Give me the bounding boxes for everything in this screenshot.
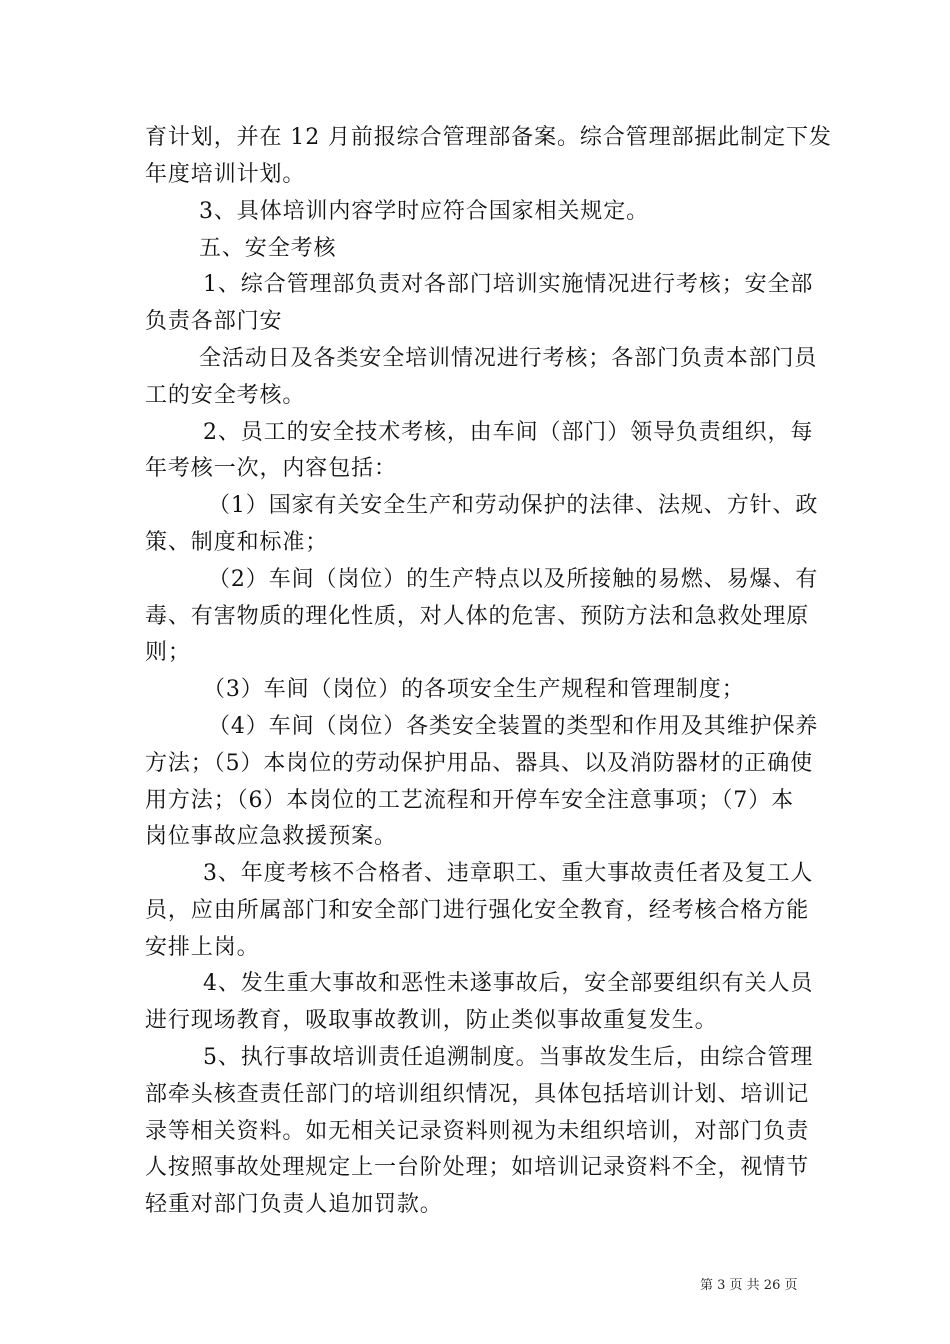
text-line: 策、制度和标准； <box>145 530 329 555</box>
text-line: 5、执行事故培训责任追溯制度。当事故发生后，由综合管理 <box>203 1045 814 1070</box>
list-item: （4）车间（岗位）各类安全装置的类型和作用及其维护保养 <box>208 714 819 739</box>
text-line: 进行现场教育，吸取事故教训，防止类似事故重复发生。 <box>145 1008 718 1033</box>
text-line: 毒、有害物质的理化性质，对人体的危害、预防方法和急救处理原 <box>145 604 810 629</box>
text-line: 1、综合管理部负责对各部门培训实施情况进行考核；安全部 <box>203 272 814 297</box>
text-line: 3、具体培训内容学时应符合国家相关规定。 <box>199 199 649 224</box>
text-line: 人按照事故处理规定上一台阶处理；如培训记录资料不全，视情节 <box>145 1155 810 1180</box>
list-item: （1）国家有关安全生产和劳动保护的法律、法规、方针、政 <box>208 493 819 518</box>
text-line: 录等相关资料。如无相关记录资料则视为未组织培训，对部门负责 <box>145 1119 810 1144</box>
list-item: （2）车间（岗位）的生产特点以及所接触的易燃、易爆、有 <box>208 567 819 592</box>
text-line: 方法；（5）本岗位的劳动保护用品、器具、以及消防器材的正确使 <box>145 751 813 776</box>
text-line: 育计划，并在 12 月前报综合管理部备案。综合管理部据此制定下发 <box>145 125 832 150</box>
text-line: 部牵头核查责任部门的培训组织情况，具体包括培训计划、培训记 <box>145 1082 810 1107</box>
text-line: 负责各部门安 <box>145 309 283 334</box>
text-line: 年度培训计划。 <box>145 162 306 187</box>
text-line: 2、员工的安全技术考核，由车间（部门）领导负责组织，每 <box>203 420 814 445</box>
text-line: 则； <box>145 640 191 665</box>
text-line: 用方法；（6）本岗位的工艺流程和开停车安全注意事项；（7）本 <box>145 788 794 813</box>
text-line: 轻重对部门负责人追加罚款。 <box>145 1192 443 1217</box>
list-item: （3）车间（岗位）的各项安全生产规程和管理制度； <box>203 677 745 702</box>
text-line: 全活动日及各类安全培训情况进行考核；各部门负责本部门员 <box>199 346 818 371</box>
text-line: 安排上岗。 <box>145 935 260 960</box>
text-line: 3、年度考核不合格者、违章职工、重大事故责任者及复工人 <box>203 861 814 886</box>
text-line: 4、发生重大事故和恶性未遂事故后，安全部要组织有关人员 <box>203 971 814 996</box>
text-line: 员，应由所属部门和安全部门进行强化安全教育，经考核合格方能 <box>145 898 810 923</box>
text-line: 年考核一次，内容包括： <box>145 456 397 481</box>
section-heading: 五、安全考核 <box>199 236 337 261</box>
page-number: 第 3 页 共 26 页 <box>700 1278 798 1293</box>
text-line: 工的安全考核。 <box>145 383 306 408</box>
text-line: 岗位事故应急救援预案。 <box>145 824 397 849</box>
